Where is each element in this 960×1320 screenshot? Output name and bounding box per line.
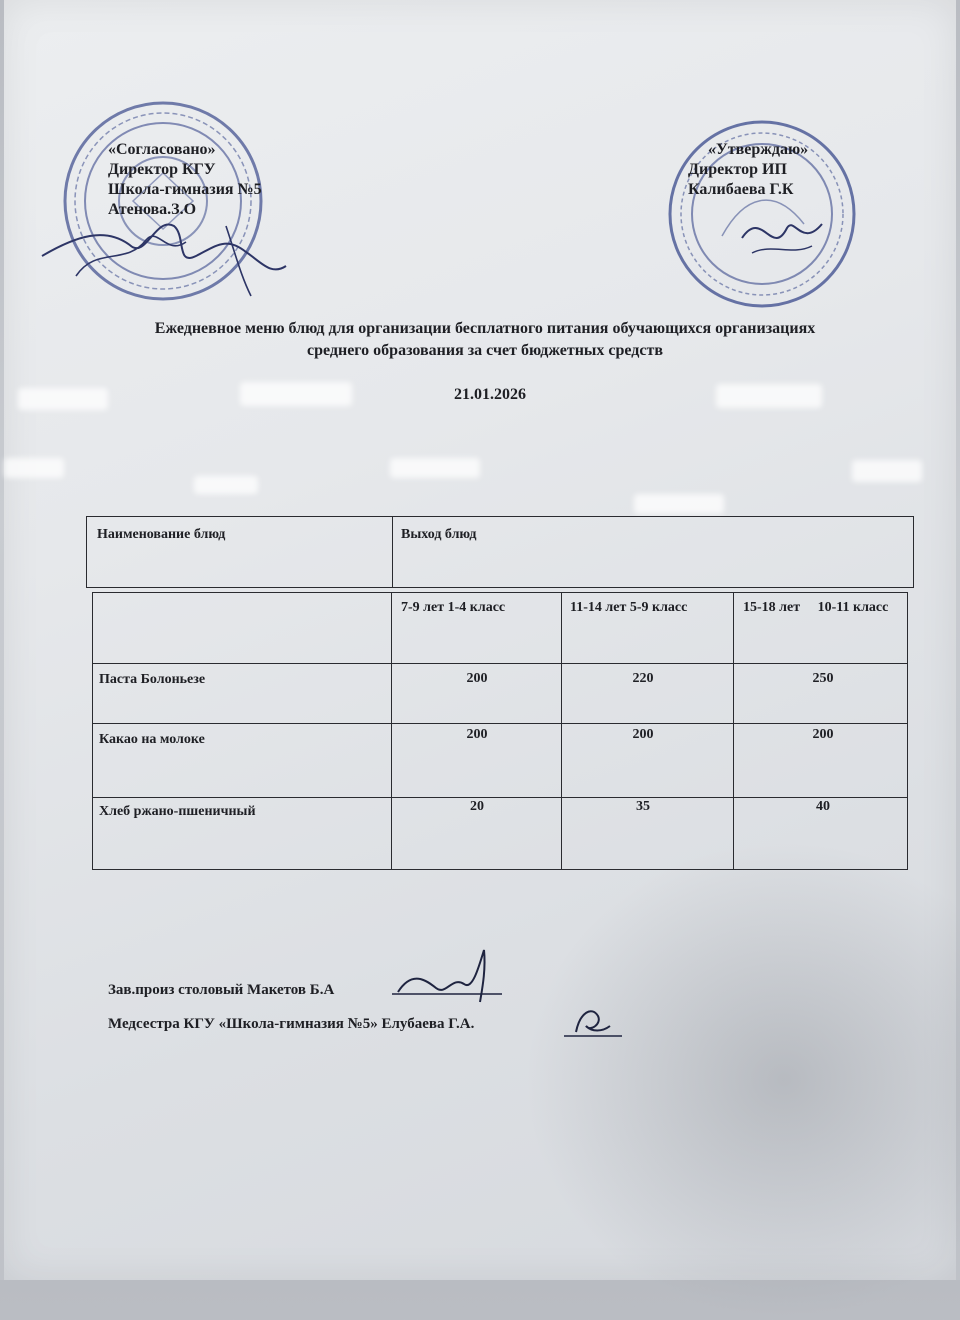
light-reflection [390, 458, 480, 478]
dish-name: Паста Болоньезе [99, 672, 206, 687]
divider [93, 723, 907, 724]
age-group-1: 7-9 лет 1-4 класс [401, 600, 506, 615]
light-reflection [634, 494, 724, 514]
light-reflection [194, 476, 258, 494]
title-line1: Ежедневное меню блюд для организации бесплатного питания обучающихся организациях [154, 320, 816, 337]
age-group-2: 11-14 лет 5-9 класс [570, 600, 688, 615]
dish-name: Хлеб ржано-пшеничный [99, 804, 256, 819]
signature-right [732, 198, 832, 268]
portion-value: 20 [470, 799, 484, 814]
column-header-portion: Выход блюд [401, 527, 477, 542]
light-reflection [4, 458, 64, 478]
title-line2: среднего образования за счет бюджетных средств [307, 342, 663, 359]
approval-left-line3: Школа-гимназия №5 [108, 181, 262, 198]
light-reflection [852, 460, 922, 482]
nurse-signature [562, 1002, 632, 1042]
approval-left-line2: Директор КГУ [108, 161, 216, 178]
portion-value: 200 [812, 727, 834, 742]
chef-signature [392, 940, 512, 1010]
chef-signature-line: Зав.произ столовый Макетов Б.А [108, 982, 335, 998]
portion-value: 250 [812, 671, 834, 686]
approval-right-line3: Калибаева Г.К [688, 181, 794, 198]
approval-left-line4: Атенова.З.О [108, 201, 197, 218]
portion-value: 40 [816, 799, 830, 814]
portion-value: 35 [636, 799, 650, 814]
divider [561, 593, 562, 869]
menu-date: 21.01.2026 [454, 386, 526, 403]
menu-table [92, 592, 908, 870]
approval-block-right [688, 140, 808, 200]
divider [391, 593, 392, 869]
dish-name: Какао на молоке [99, 732, 205, 747]
divider [733, 593, 734, 869]
portion-value: 200 [466, 727, 488, 742]
column-header-dish-name: Наименование блюд [97, 527, 226, 542]
table-header [86, 516, 914, 588]
portion-value: 200 [632, 727, 654, 742]
divider [392, 517, 393, 587]
document-title [70, 318, 900, 362]
approval-block-left [108, 140, 262, 220]
divider [93, 663, 907, 664]
shadow [524, 840, 960, 1320]
age-group-3: 15-18 лет 10-11 класс [743, 600, 889, 615]
approval-right-line1: «Утверждаю» [708, 141, 809, 158]
approval-left-line1: «Согласовано» [108, 141, 216, 158]
portion-value: 220 [632, 671, 654, 686]
approval-right-line2: Директор ИП [688, 161, 787, 178]
divider [93, 797, 907, 798]
nurse-signature-line: Медсестра КГУ «Школа-гимназия №5» Елубаева Г.А. [108, 1016, 475, 1032]
portion-value: 200 [466, 671, 488, 686]
